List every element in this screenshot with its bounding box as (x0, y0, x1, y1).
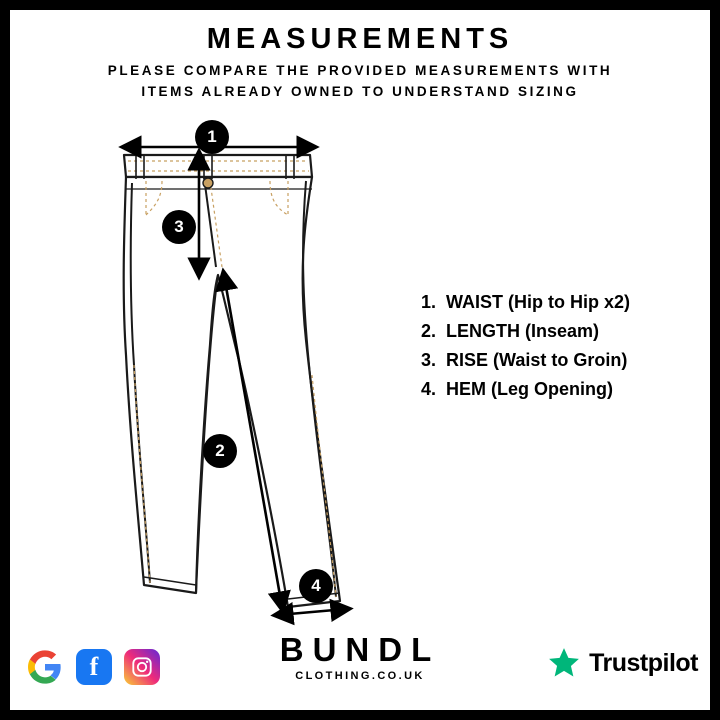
subtitle-line-1: PLEASE COMPARE THE PROVIDED MEASUREMENTS WITH (107, 63, 613, 78)
legend-item-length (408, 321, 698, 342)
hem-measure-arrow (278, 609, 346, 615)
marker-2-length: 2 (203, 434, 237, 468)
legend-item-rise (408, 350, 698, 371)
legend-number: 1. (420, 292, 436, 312)
trustpilot-label: Trustpilot (589, 648, 698, 677)
legend-description: (Hip to Hip x2) (508, 292, 630, 312)
legend-term: WAIST (446, 292, 503, 312)
marker-1-waist: 1 (195, 120, 229, 154)
legend-description: (Inseam) (525, 321, 600, 341)
page-subtitle (40, 60, 680, 102)
legend-term: LENGTH (446, 321, 520, 341)
legend-number: 4. (420, 379, 436, 399)
legend-term: HEM (446, 379, 486, 399)
brand-website: CLOTHING.CO.UK (295, 670, 425, 682)
header (10, 22, 710, 102)
footer (10, 620, 710, 700)
jeans-illustration (100, 115, 400, 635)
brand-name: BUNDL (279, 631, 441, 668)
legend-term: RISE (446, 350, 489, 370)
legend-number: 3. (420, 350, 436, 370)
subtitle-line-2: ITEMS ALREADY OWNED TO UNDERSTAND SIZING (141, 84, 579, 99)
marker-3-rise: 3 (162, 210, 196, 244)
trustpilot-logo[interactable] (547, 646, 698, 680)
legend-item-waist (408, 292, 698, 313)
facebook-f-glyph: f (89, 652, 99, 681)
marker-4-hem: 4 (299, 569, 333, 603)
jeans-diagram (100, 115, 400, 635)
trustpilot-star-icon (547, 646, 581, 680)
legend-number: 2. (420, 321, 436, 341)
legend-description: (Leg Opening) (491, 379, 613, 399)
legend-item-hem (408, 379, 698, 400)
page-title: MEASUREMENTS (206, 23, 514, 55)
legend-description: (Waist to Groin) (493, 350, 628, 370)
measurement-legend (408, 292, 698, 408)
